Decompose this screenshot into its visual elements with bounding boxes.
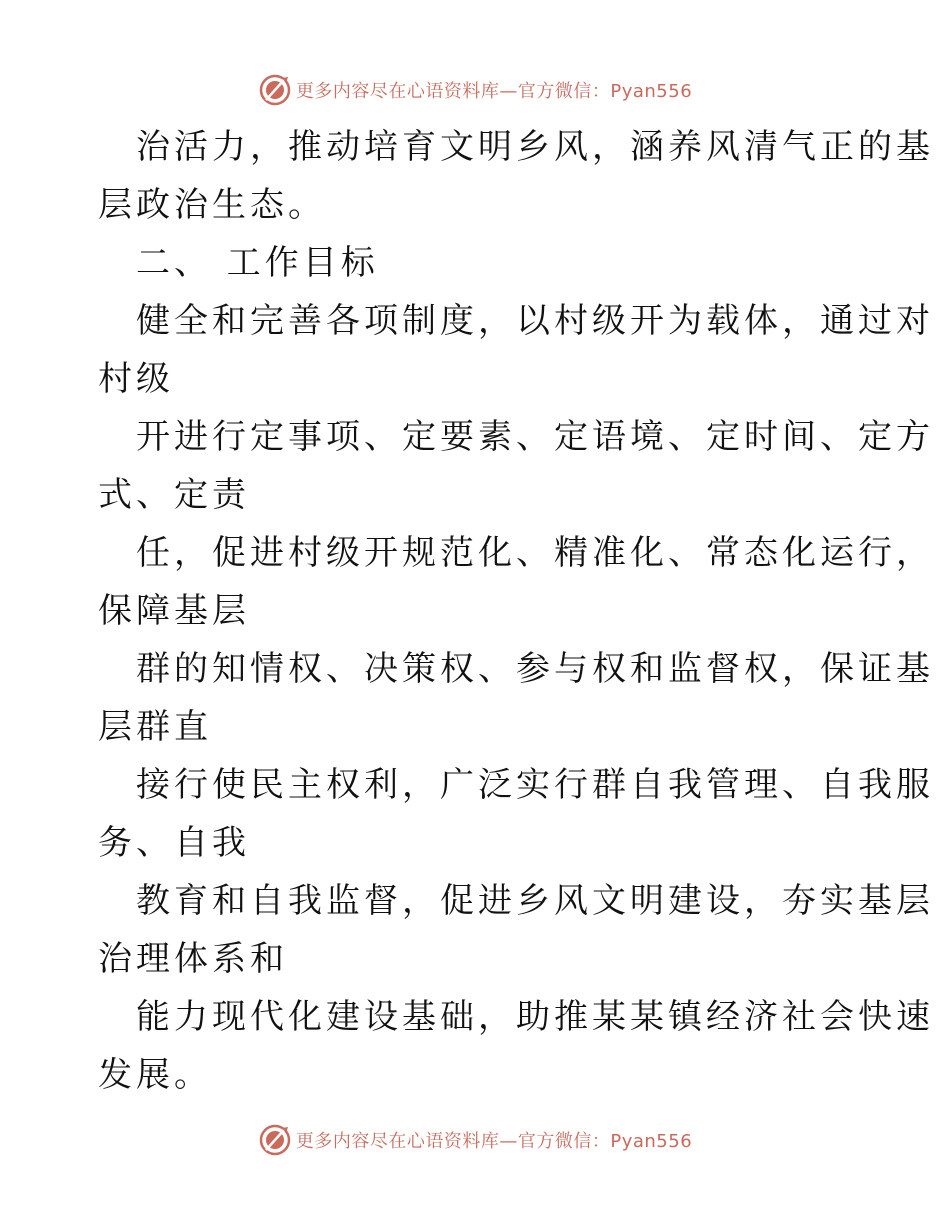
text-line: 健全和完善各项制度，以村级开为载体，通过对 [136, 301, 934, 341]
text-line: 治活力，推动培育文明乡风，涵养风清气正的基 [136, 127, 934, 167]
quill-seal-logo-icon [258, 1123, 292, 1157]
banner-text: 更多内容尽在心语资料库—官方微信：Pyan556 [295, 81, 693, 102]
text-line: 治理体系和 [98, 939, 288, 979]
text-line: 务、自我 [98, 823, 250, 863]
text-line: 村级 [98, 359, 174, 399]
text-line: 层群直 [98, 707, 212, 747]
text-line: 式、定责 [98, 475, 250, 515]
text-line: 接行使民主权利，广泛实行群自我管理、自我服 [136, 765, 934, 805]
text-line: 能力现代化建设基础，助推某某镇经济社会快速 [136, 997, 934, 1037]
document-body [98, 118, 934, 1104]
banner-text: 更多内容尽在心语资料库—官方微信：Pyan556 [295, 1131, 693, 1152]
text-line: 教育和自我监督，促进乡风文明建设，夯实基层 [136, 881, 934, 921]
text-line: 层政治生态。 [98, 185, 326, 225]
text-line: 群的知情权、决策权、参与权和监督权，保证基 [136, 649, 934, 689]
header-banner [0, 72, 950, 108]
text-line: 发展。 [98, 1055, 212, 1095]
text-line: 任，促进村级开规范化、精准化、常态化运行， [136, 533, 934, 573]
quill-seal-logo-icon [258, 73, 292, 107]
footer-banner [0, 1122, 950, 1158]
text-line: 开进行定事项、定要素、定语境、定时间、定方 [136, 417, 934, 457]
section-heading: 二、 工作目标 [136, 243, 379, 283]
text-line: 保障基层 [98, 591, 250, 631]
